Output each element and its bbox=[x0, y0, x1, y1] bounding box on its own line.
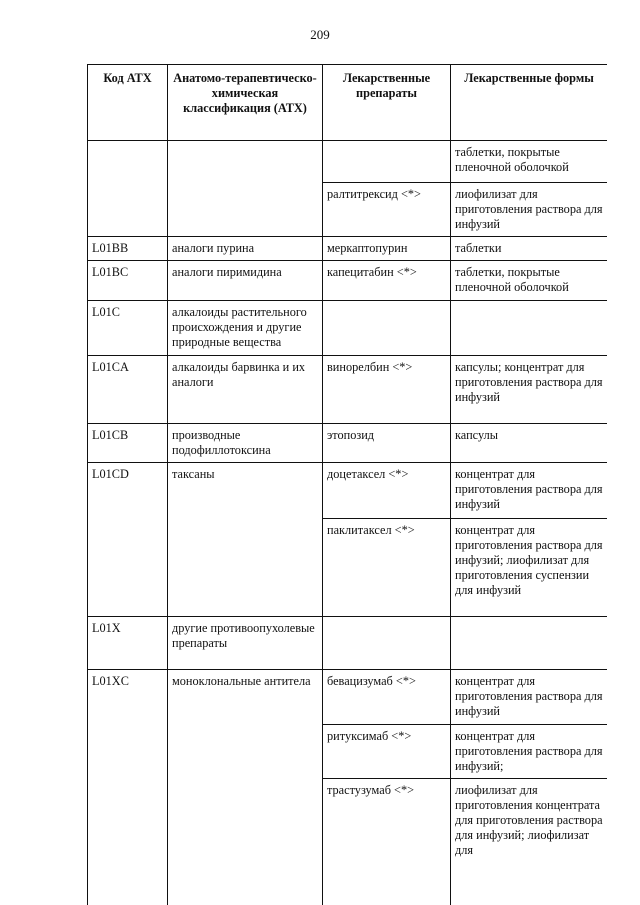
table-row bbox=[88, 356, 608, 424]
header-drugs: Лекарственные препараты bbox=[323, 65, 451, 141]
cell-drug: капецитабин <*> bbox=[323, 261, 451, 301]
cell-form bbox=[451, 617, 608, 670]
cell-drug bbox=[323, 617, 451, 670]
cell-drug: меркаптопурин bbox=[323, 237, 451, 261]
cell-drug: винорелбин <*> bbox=[323, 356, 451, 424]
cell-class: таксаны bbox=[168, 463, 323, 617]
table-row bbox=[88, 424, 608, 463]
cell-form: концентрат для приготовления раствора для инфузий; bbox=[451, 725, 608, 779]
header-code: Код АТХ bbox=[88, 65, 168, 141]
cell-drug bbox=[323, 301, 451, 356]
cell-class: аналоги пурина bbox=[168, 237, 323, 261]
cell-code: L01CD bbox=[88, 463, 168, 617]
page-number: 209 bbox=[310, 27, 330, 42]
table-row bbox=[88, 463, 608, 519]
cell-drug: трастузумаб <*> bbox=[323, 779, 451, 905]
cell-code: L01CA bbox=[88, 356, 168, 424]
cell-form: таблетки bbox=[451, 237, 608, 261]
table-row bbox=[88, 261, 608, 301]
cell-form: концентрат для приготовления раствора для инфузий bbox=[451, 670, 608, 725]
cell-class: моноклональные антитела bbox=[168, 670, 323, 905]
cell-form: лиофилизат для приготовления раствора для инфузий bbox=[451, 183, 608, 237]
cell-code: L01BC bbox=[88, 261, 168, 301]
cell-form: лиофилизат для приготовления концентрата для приготовления раствора для инфузий; лиофилизат для bbox=[451, 779, 608, 905]
cell-code: L01XC bbox=[88, 670, 168, 905]
table-row bbox=[88, 617, 608, 670]
cell-class: аналоги пиримидина bbox=[168, 261, 323, 301]
table-row bbox=[88, 670, 608, 725]
cell-code bbox=[88, 141, 168, 237]
cell-form: капсулы bbox=[451, 424, 608, 463]
cell-drug: бевацизумаб <*> bbox=[323, 670, 451, 725]
table-row bbox=[88, 301, 608, 356]
cell-class: другие противоопухолевые препараты bbox=[168, 617, 323, 670]
cell-drug: ритуксимаб <*> bbox=[323, 725, 451, 779]
cell-drug: доцетаксел <*> bbox=[323, 463, 451, 519]
cell-drug bbox=[323, 141, 451, 183]
header-classification: Анатомо-терапевтическо-химическая классификация (АТХ) bbox=[168, 65, 323, 141]
cell-code: L01CB bbox=[88, 424, 168, 463]
cell-drug: этопозид bbox=[323, 424, 451, 463]
cell-drug: ралтитрексид <*> bbox=[323, 183, 451, 237]
header-forms: Лекарственные формы bbox=[451, 65, 608, 141]
cell-class: алкалоиды барвинка и их аналоги bbox=[168, 356, 323, 424]
cell-code: L01X bbox=[88, 617, 168, 670]
cell-form: таблетки, покрытые пленочной оболочкой bbox=[451, 141, 608, 183]
cell-drug: паклитаксел <*> bbox=[323, 519, 451, 617]
table-row bbox=[88, 237, 608, 261]
cell-form: капсулы; концентрат для приготовления раствора для инфузий bbox=[451, 356, 608, 424]
table-header-row bbox=[88, 65, 608, 141]
cell-code: L01C bbox=[88, 301, 168, 356]
cell-form bbox=[451, 301, 608, 356]
table-row bbox=[88, 141, 608, 183]
cell-class: производные подофиллотоксина bbox=[168, 424, 323, 463]
cell-class bbox=[168, 141, 323, 237]
atc-drug-table bbox=[87, 64, 607, 905]
cell-form: таблетки, покрытые пленочной оболочкой bbox=[451, 261, 608, 301]
cell-form: концентрат для приготовления раствора для инфузий; лиофилизат для приготовления суспензии для инфузий bbox=[451, 519, 608, 617]
cell-form: концентрат для приготовления раствора для инфузий bbox=[451, 463, 608, 519]
cell-code: L01BB bbox=[88, 237, 168, 261]
cell-class: алкалоиды растительного происхождения и другие природные вещества bbox=[168, 301, 323, 356]
